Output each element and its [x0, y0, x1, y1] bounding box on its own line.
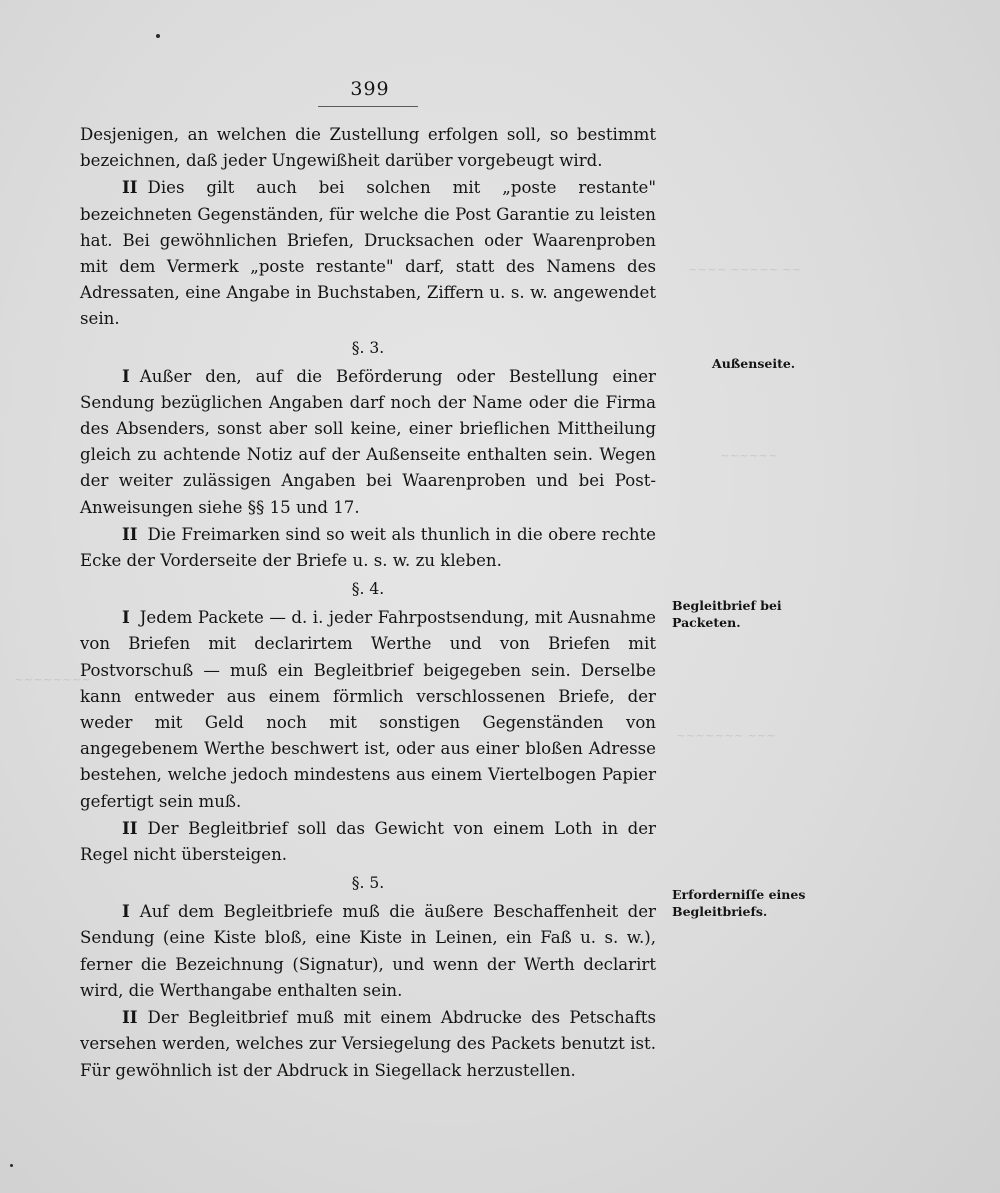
paragraph-text: Die Freimarken sind so weit als thunlich in die obere rechte Ecke der Vorderseite der Briefe u. s. w. zu kleben.: [80, 524, 656, 571]
paragraph-number: II: [122, 177, 138, 198]
bleed-through-mark: ~~~~~~~ ~~~: [676, 728, 777, 742]
bleed-through-mark: ~~~~~~~~: [14, 672, 92, 686]
section-heading: §. 3.: [351, 338, 385, 357]
paragraph: [80, 604, 656, 815]
paragraph-number: I: [122, 365, 130, 386]
section-heading: §. 4.: [351, 580, 385, 599]
page-number: 399: [350, 78, 390, 100]
paragraph: [80, 521, 656, 574]
paragraph: [80, 363, 656, 521]
paragraph-number: II: [122, 1007, 138, 1028]
paragraph-text: Auf dem Begleitbriefe muß die äußere Beschaffenheit der Sendung (eine Kiste bloß, eine Kiste in Leinen, ein Faß u. s. w.), ferner die Bezeichnung (Signatur), und wenn der Werth declarirt wird, die Werthangabe enthalten sein.: [80, 902, 656, 1000]
header-rule: [318, 106, 418, 107]
paragraph-text: Dies gilt auch bei solchen mit „poste restante" bezeichneten Gegenständen, für welche die Post Garantie zu leisten hat. Bei gewöhnlichen Briefen, Drucksachen oder Waarenproben mit dem Vermerk „poste restante" darf, statt des Namens des Adressaten, eine Angabe in Buchstaben, Ziffern u. s. w. angewendet sein.: [80, 178, 656, 329]
margin-note-aussenseite: Außenseite.: [712, 356, 796, 371]
paragraph-text: Jedem Packete — d. i. jeder Fahrpostsendung, mit Ausnahme von Briefen mit declarirtem Werthe und von Briefen mit Postvorschuß — muß ein Begleitbrief beigegeben sein. Derselbe kann entweder aus einem förmlich verschlossenen Briefe, der weder mit Geld noch mit sonstigen Gegenständen von angegebenem Werthe beschwert ist, oder aus einer bloßen Adresse bestehen, welche jedoch mindestens aus einem Viertelbogen Papier gefertigt sein muß.: [80, 608, 656, 811]
ink-speck: [156, 34, 160, 38]
paragraph-text: Außer den, auf die Beförderung oder Bestellung einer Sendung bezüglichen Angaben darf noch der Name oder die Firma des Absenders, sonst aber soll keine, einer brieflichen Mittheilung gleich zu achtende Notiz auf der Außenseite enthalten sein. Wegen der weiter zulässigen Angaben bei Waarenproben und bei Post-Anweisungen siehe §§ 15 und 17.: [80, 366, 656, 517]
paragraph-number: II: [122, 817, 138, 838]
body-text: [80, 122, 656, 1084]
paragraph-text: Der Begleitbrief muß mit einem Abdrucke des Petschafts versehen werden, welches zur Versiegelung des Packets benutzt ist. Für gewöhnlich ist der Abdruck in Siegellack herzustellen.: [80, 1008, 656, 1080]
paragraph-number: II: [122, 523, 138, 544]
paragraph-text: Desjenigen, an welchen die Zustellung erfolgen soll, so bestimmt bezeichnen, daß jeder Ungewißheit darüber vorgebeugt wird.: [80, 125, 656, 171]
paragraph: [80, 815, 656, 868]
paragraph: [80, 174, 656, 332]
paragraph: [80, 122, 656, 174]
margin-note-erfordernisse: Erforderniſſe eines Begleitbriefs.: [672, 887, 806, 919]
paragraph-number: I: [122, 901, 130, 922]
paragraph: [80, 898, 656, 1004]
paragraph-text: Der Begleitbrief soll das Gewicht von einem Loth in der Regel nicht übersteigen.: [80, 818, 656, 865]
bleed-through-mark: ~~~~ ~~~~~ ~~: [688, 262, 802, 276]
paragraph: [80, 1004, 656, 1084]
margin-note-begleitbrief: Begleitbrief bei Packeten.: [672, 598, 782, 630]
section-heading: §. 5.: [351, 874, 385, 893]
paragraph-number: I: [122, 607, 130, 628]
bleed-through-mark: ~~~~~~: [720, 448, 778, 462]
ink-speck: [10, 1164, 13, 1167]
